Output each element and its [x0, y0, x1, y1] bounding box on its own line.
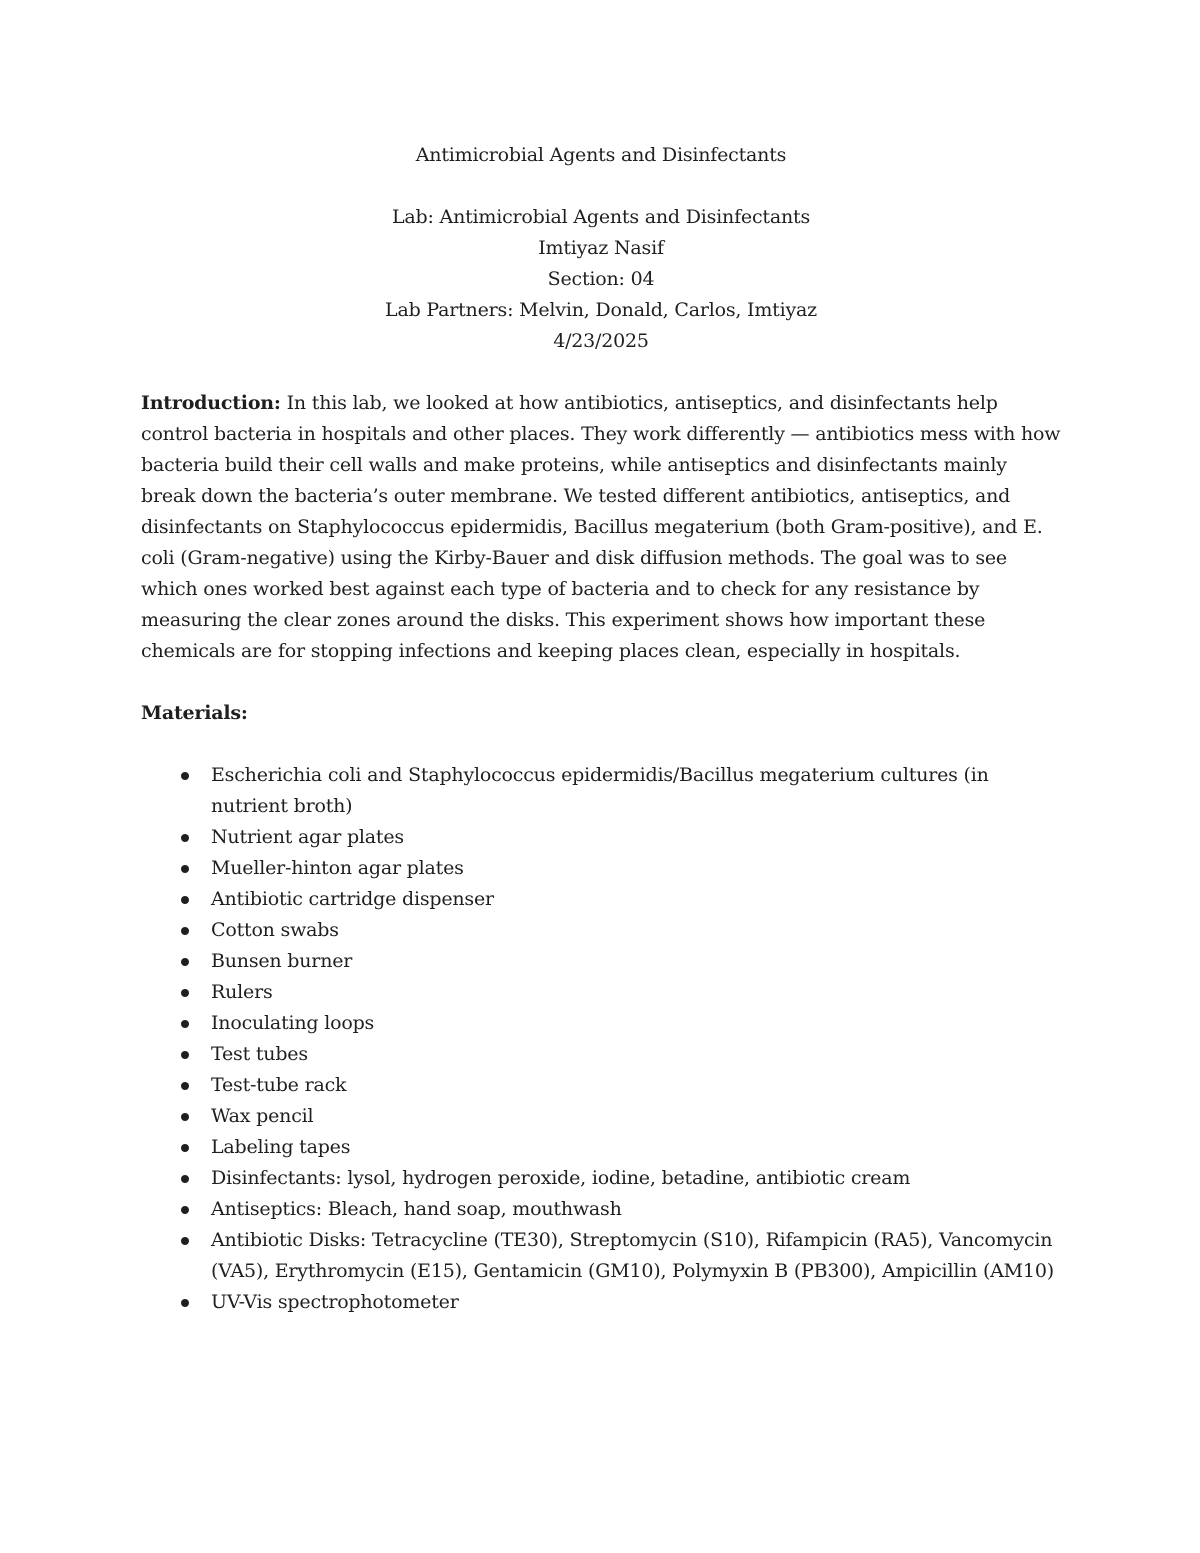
bullet-icon — [181, 1299, 189, 1307]
date-line: 4/23/2025 — [553, 330, 649, 352]
header-block — [141, 202, 1061, 357]
bullet-icon — [181, 1237, 189, 1245]
list-item-text: Labeling tapes — [211, 1136, 351, 1158]
materials-heading: Materials: — [141, 702, 248, 724]
list-item — [211, 853, 1061, 884]
list-item-text: Antibiotic cartridge dispenser — [211, 888, 494, 910]
list-item — [211, 1287, 1061, 1318]
list-item — [211, 822, 1061, 853]
bullet-icon — [181, 1082, 189, 1090]
bullet-icon — [181, 896, 189, 904]
list-item — [211, 1008, 1061, 1039]
bullet-icon — [181, 772, 189, 780]
list-item-text: Mueller-hinton agar plates — [211, 857, 464, 879]
list-item — [211, 1101, 1061, 1132]
bullet-icon — [181, 927, 189, 935]
list-item-text: Test-tube rack — [211, 1074, 347, 1096]
lab-title-line: Lab: Antimicrobial Agents and Disinfectants — [392, 206, 810, 228]
bullet-icon — [181, 1206, 189, 1214]
list-item — [211, 1070, 1061, 1101]
bullet-icon — [181, 1020, 189, 1028]
list-item-text: Rulers — [211, 981, 273, 1003]
list-item — [211, 884, 1061, 915]
list-item-text: Cotton swabs — [211, 919, 339, 941]
list-item-text: UV-Vis spectrophotometer — [211, 1291, 459, 1313]
list-item — [211, 1225, 1061, 1287]
list-item-text: Test tubes — [211, 1043, 308, 1065]
list-item — [211, 1039, 1061, 1070]
bullet-icon — [181, 834, 189, 842]
list-item-text: Wax pencil — [211, 1105, 314, 1127]
bullet-icon — [181, 1144, 189, 1152]
list-item — [211, 915, 1061, 946]
bullet-icon — [181, 865, 189, 873]
section-line: Section: 04 — [547, 268, 655, 290]
document-title: Antimicrobial Agents and Disinfectants — [415, 144, 787, 166]
introduction-label: Introduction: — [141, 392, 281, 414]
author-line: Imtiyaz Nasif — [538, 237, 664, 259]
list-item-text: Antiseptics: Bleach, hand soap, mouthwash — [211, 1198, 622, 1220]
list-item-text: Inoculating loops — [211, 1012, 375, 1034]
list-item — [211, 1132, 1061, 1163]
bullet-icon — [181, 1113, 189, 1121]
list-item-text: Escherichia coli and Staphylococcus epidermidis/Bacillus megaterium cultures (in nutrient broth) — [211, 764, 989, 817]
list-item-text: Nutrient agar plates — [211, 826, 404, 848]
document-page — [141, 140, 1061, 1318]
lab-partners-line: Lab Partners: Melvin, Donald, Carlos, Imtiyaz — [385, 299, 817, 321]
list-item — [211, 946, 1061, 977]
materials-list — [141, 760, 1061, 1318]
list-item — [211, 760, 1061, 822]
list-item-text: Bunsen burner — [211, 950, 353, 972]
list-item — [211, 977, 1061, 1008]
bullet-icon — [181, 1175, 189, 1183]
list-item-text: Antibiotic Disks: Tetracycline (TE30), Streptomycin (S10), Rifampicin (RA5), Vancomycin (VA5), Erythromycin (E15), Gentamicin (GM10), Polymyxin B (PB300), Ampicillin (AM10) — [211, 1229, 1054, 1282]
list-item-text: Disinfectants: lysol, hydrogen peroxide, iodine, betadine, antibiotic cream — [211, 1167, 911, 1189]
introduction-paragraph — [141, 388, 1061, 667]
introduction-text: In this lab, we looked at how antibiotics, antiseptics, and disinfectants help control bacteria in hospitals and other places. They work differently — antibiotics mess with how bacteria build their cell walls and make proteins, while antiseptics and disinfectants mainly break down the bacteria’s outer membrane. We tested different antibiotics, antiseptics, and disinfectants on Staphylococcus epidermidis, Bacillus megaterium (both Gram-positive), and E. coli (Gram-negative) using the Kirby-Bauer and disk diffusion methods. The goal was to see which ones worked best against each type of bacteria and to check for any resistance by measuring the clear zones around the disks. This experiment shows how important these chemicals are for stopping infections and keeping places clean, especially in hospitals. — [141, 392, 1061, 662]
bullet-icon — [181, 1051, 189, 1059]
bullet-icon — [181, 989, 189, 997]
bullet-icon — [181, 958, 189, 966]
list-item — [211, 1194, 1061, 1225]
list-item — [211, 1163, 1061, 1194]
